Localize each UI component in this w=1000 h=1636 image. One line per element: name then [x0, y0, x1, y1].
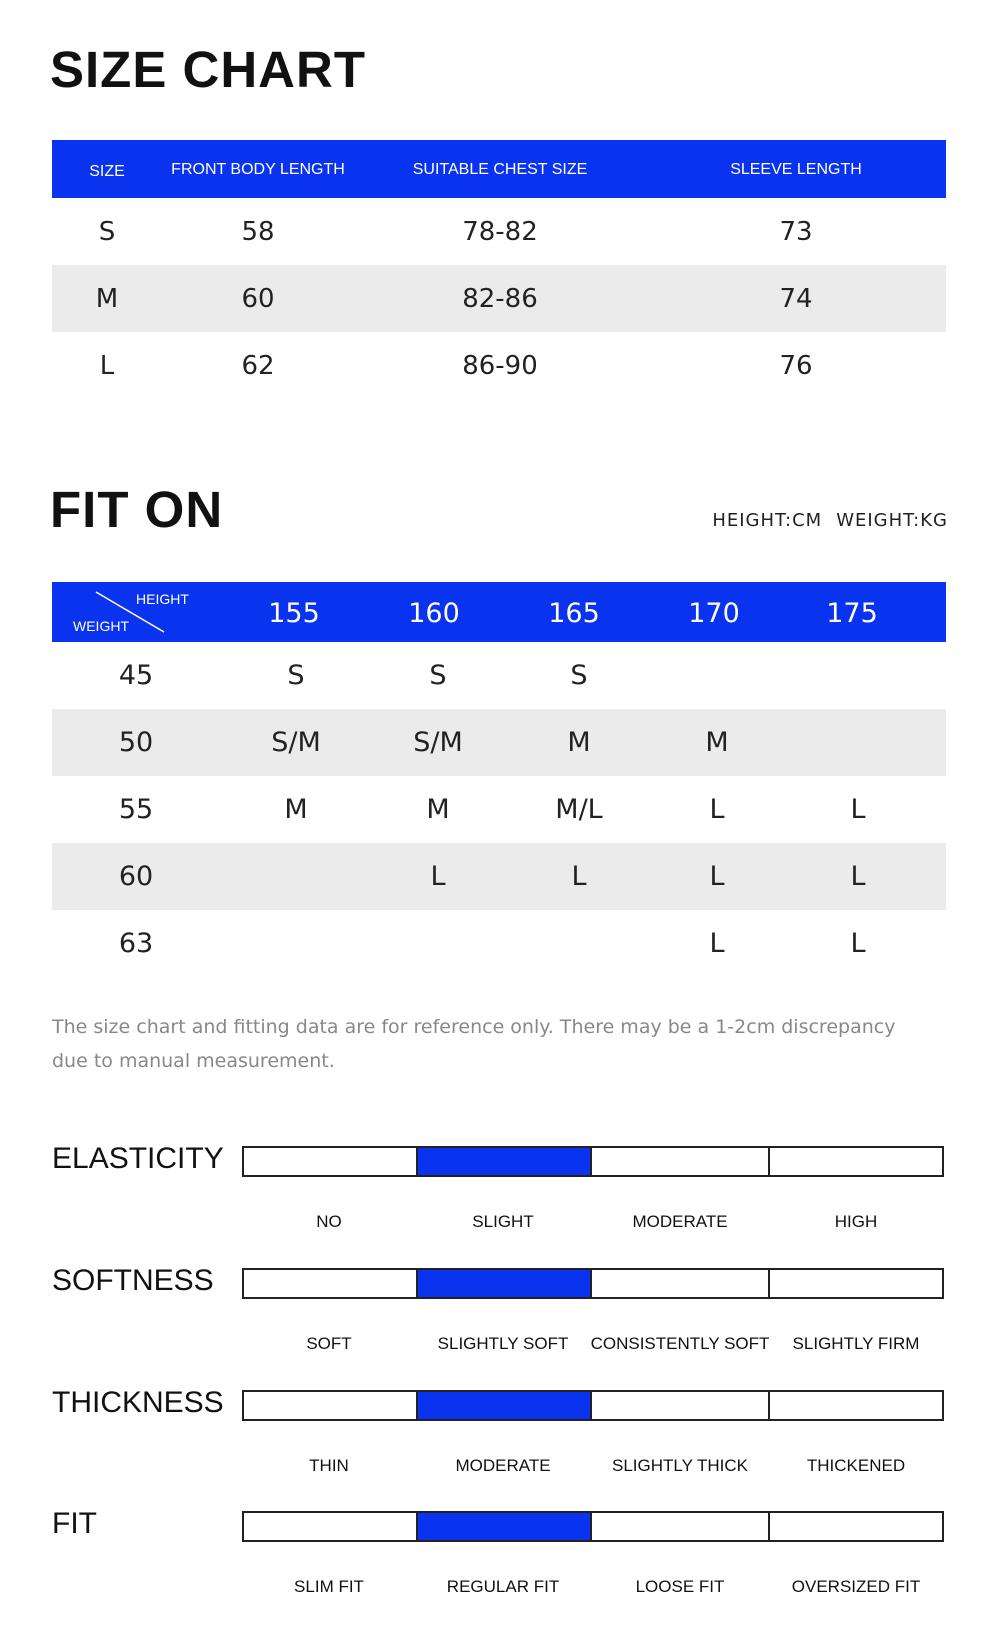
height-165: 165 — [548, 598, 600, 629]
rating-segment — [244, 1148, 418, 1175]
rating-option: SLIGHT — [472, 1212, 534, 1231]
table-cell: S — [98, 216, 116, 247]
rating-option: MODERATE — [632, 1212, 728, 1231]
units-legend — [712, 510, 948, 531]
rating-segment — [770, 1270, 942, 1297]
table-row — [52, 709, 946, 776]
rating-option: SLIGHTLY SOFT — [437, 1334, 569, 1353]
table-row — [52, 198, 946, 265]
weight-cell: 50 — [118, 727, 154, 758]
table-cell: 58 — [241, 216, 275, 247]
weight-cell: 60 — [118, 861, 154, 892]
table-cell: 62 — [241, 350, 275, 381]
table-row — [52, 332, 946, 399]
corner-height-label: HEIGHT — [136, 591, 189, 607]
table-cell: M — [426, 794, 450, 825]
table-cell: L — [430, 861, 446, 892]
rating-bar — [242, 1390, 944, 1421]
rating-segment — [592, 1270, 770, 1297]
table-cell: M — [705, 727, 729, 758]
table-cell: L — [709, 794, 725, 825]
rating-segment — [592, 1148, 770, 1175]
rating-option: THICKENED — [806, 1456, 906, 1475]
table-row — [52, 843, 946, 910]
table-cell: M/L — [555, 794, 603, 825]
header-chest-size: SUITABLE CHEST SIZE — [412, 161, 588, 178]
weight-cell: 55 — [118, 794, 154, 825]
height-175: 175 — [826, 598, 878, 629]
table-cell: 76 — [779, 350, 813, 381]
table-cell: S — [570, 660, 588, 691]
rating-option: OVERSIZED FIT — [791, 1577, 921, 1596]
rating-segment — [592, 1513, 770, 1540]
table-cell: L — [850, 794, 866, 825]
rating-segment — [418, 1148, 592, 1175]
header-size: SIZE — [89, 163, 125, 180]
rating-option: SLIGHTLY THICK — [611, 1456, 749, 1475]
rating-label: FIT — [52, 1507, 97, 1540]
table-cell: S — [429, 660, 447, 691]
rating-thickness — [0, 1386, 1000, 1496]
corner-weight-label: WEIGHT — [73, 618, 129, 634]
table-cell: S — [287, 660, 305, 691]
size-chart-title: SIZE CHART — [50, 41, 366, 98]
rating-segment — [244, 1513, 418, 1540]
table-row — [52, 642, 946, 709]
table-cell: 60 — [241, 283, 275, 314]
units-height: HEIGHT:CM — [712, 510, 823, 531]
rating-option: THIN — [309, 1456, 349, 1475]
header-front-body-length: FRONT BODY LENGTH — [171, 161, 345, 178]
table-cell: L — [709, 861, 725, 892]
table-cell: 73 — [779, 216, 813, 247]
table-cell: 86-90 — [462, 350, 538, 381]
table-cell: L — [850, 861, 866, 892]
table-cell: 82-86 — [462, 283, 538, 314]
rating-option: SOFT — [306, 1334, 352, 1353]
table-cell: L — [99, 350, 115, 381]
table-cell: 74 — [779, 283, 813, 314]
table-cell: M — [284, 794, 308, 825]
height-170: 170 — [688, 598, 740, 629]
table-cell: 78-82 — [462, 216, 538, 247]
rating-segment — [244, 1392, 418, 1419]
fit-on-header — [52, 582, 946, 642]
units-weight: WEIGHT:KG — [836, 510, 948, 531]
table-cell: S/M — [413, 727, 463, 758]
rating-elasticity — [0, 1142, 1000, 1252]
table-cell: L — [850, 928, 866, 959]
rating-option: MODERATE — [455, 1456, 551, 1475]
rating-option: REGULAR FIT — [446, 1577, 560, 1596]
height-160: 160 — [408, 598, 460, 629]
weight-cell: 63 — [118, 928, 154, 959]
table-row — [52, 265, 946, 332]
table-cell: S/M — [271, 727, 321, 758]
rating-bar — [242, 1268, 944, 1299]
fit-on-table — [52, 582, 946, 977]
rating-segment — [770, 1148, 942, 1175]
table-row — [52, 910, 946, 977]
size-chart-header — [52, 140, 946, 198]
rating-label: ELASTICITY — [52, 1142, 224, 1175]
rating-option: SLIM FIT — [294, 1577, 364, 1596]
weight-cell: 45 — [118, 660, 154, 691]
rating-bar — [242, 1511, 944, 1542]
rating-option: SLIGHTLY FIRM — [792, 1334, 920, 1353]
rating-softness — [0, 1264, 1000, 1374]
height-155: 155 — [268, 598, 320, 629]
size-chart-table — [52, 140, 946, 399]
rating-segment — [770, 1392, 942, 1419]
rating-bar — [242, 1146, 944, 1177]
rating-option: CONSISTENTLY SOFT — [590, 1334, 770, 1353]
rating-segment — [418, 1392, 592, 1419]
table-cell: L — [709, 928, 725, 959]
rating-fit — [0, 1507, 1000, 1617]
rating-segment — [418, 1513, 592, 1540]
fit-on-title: FIT ON — [50, 481, 224, 538]
rating-option: HIGH — [834, 1212, 878, 1231]
rating-segment — [418, 1270, 592, 1297]
rating-label: SOFTNESS — [52, 1264, 214, 1297]
disclaimer-note: The size chart and fitting data are for reference only. There may be a 1-2cm discrepancy due to manual measurement. — [52, 1016, 896, 1072]
table-cell: M — [95, 283, 119, 314]
rating-label: THICKNESS — [52, 1386, 224, 1419]
rating-segment — [244, 1270, 418, 1297]
header-sleeve-length: SLEEVE LENGTH — [730, 161, 862, 178]
rating-option: NO — [316, 1212, 342, 1231]
rating-segment — [770, 1513, 942, 1540]
table-cell: L — [571, 861, 587, 892]
table-cell: M — [567, 727, 591, 758]
rating-option: LOOSE FIT — [635, 1577, 725, 1596]
table-row — [52, 776, 946, 843]
rating-segment — [592, 1392, 770, 1419]
